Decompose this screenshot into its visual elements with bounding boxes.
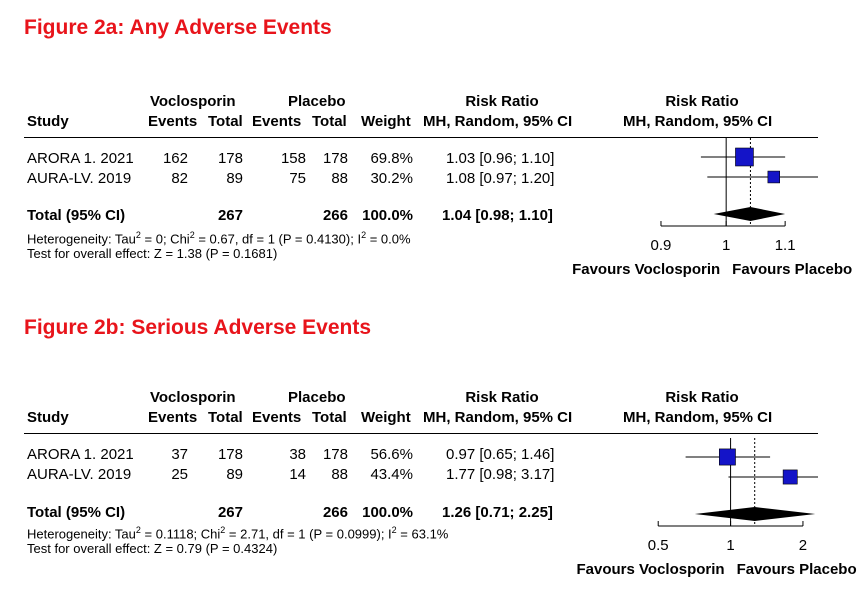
total-total-1: 267 [217,504,243,521]
header-events-1: Events [148,409,198,426]
study-weight: 56.6% [370,446,413,463]
forest-plot [576,380,857,590]
figure-title: Figure 2b: Serious Adverse Events [24,316,372,339]
study-total-1: 89 [226,170,243,187]
study-marker [783,470,797,484]
study-total-2: 88 [331,170,348,187]
header-weight: Weight [361,113,411,130]
study-total-2: 178 [322,446,348,463]
study-weight: 30.2% [370,170,413,187]
study-name: AURA-LV. 2019 [27,170,132,187]
header-total-1: Total [208,409,243,426]
total-label: Total (95% CI) [27,207,126,224]
header-total-2: Total [312,113,347,130]
study-events-1: 25 [171,466,188,483]
total-weight: 100.0% [362,504,413,521]
study-weight: 69.8% [370,150,413,167]
header-placebo: Placebo [288,389,346,406]
header-total-1: Total [208,113,243,130]
study-name: AURA-LV. 2019 [27,466,132,483]
study-events-2: 75 [289,170,306,187]
study-events-2: 14 [289,466,306,483]
header-weight: Weight [361,409,411,426]
header-voclosporin: Voclosporin [150,93,236,110]
study-total-1: 89 [226,466,243,483]
study-total-2: 88 [331,466,348,483]
header-study: Study [27,113,69,130]
study-ci: 1.03 [0.96; 1.10] [446,150,555,167]
favours-right-label: Favours Placebo [732,261,853,278]
figure-2b [0,300,860,600]
header-events-2: Events [252,409,302,426]
pooled-diamond [714,207,785,221]
heterogeneity-text: Heterogeneity: Tau$^2$ = 0.1118; Chi$^2$ = 2.71, df = 1 (P = 0.0999); $I^2 = 63.1\%$ [27,525,449,542]
header-plot-bottom: MH, Random, 95% CI [623,113,773,130]
study-events-1: 37 [171,446,188,463]
x-tick-label: 1 [721,237,731,254]
study-total-2: 178 [322,150,348,167]
x-tick-label: 1 [726,537,735,554]
study-events-2: 38 [289,446,306,463]
total-weight: 100.0% [362,207,413,224]
header-plot-bottom: MH, Random, 95% CI [623,409,773,426]
study-events-1: 162 [162,150,188,167]
total-label: Total (95% CI) [27,504,126,521]
x-tick-label: 1.1 [774,237,796,254]
study-name: ARORA 1. 2021 [27,150,134,167]
header-effect-top: Risk Ratio [465,389,539,406]
study-marker [719,449,735,465]
x-tick-label: 0.9 [650,237,672,254]
total-ci: 1.26 [0.71; 2.25] [442,504,553,521]
study-ci: 1.08 [0.97; 1.20] [446,170,555,187]
header-events-2: Events [252,113,302,130]
overall-effect-text: Test for overall effect: Z = 0.79 (P = 0.4324) [27,541,278,556]
heterogeneity-text: Heterogeneity: Tau$^2$ = 0; Chi$^2$ = 0.67, df = 1 (P = 0.4130); $I^2 = 0.0\%$ [27,230,411,247]
favours-right-label: Favours Placebo [736,561,857,578]
study-events-1: 82 [171,170,188,187]
header-effect-bottom: MH, Random, 95% CI [423,409,573,426]
total-total-2: 266 [322,504,348,521]
total-ci: 1.04 [0.98; 1.10] [442,207,553,224]
header-plot-top: Risk Ratio [665,93,739,110]
total-total-1: 267 [217,207,243,224]
x-tick-label: 0.5 [647,537,669,554]
header-plot-top: Risk Ratio [665,389,739,406]
header-study: Study [27,409,69,426]
header-effect-bottom: MH, Random, 95% CI [423,113,573,130]
study-name: ARORA 1. 2021 [27,446,134,463]
header-effect-top: Risk Ratio [465,93,539,110]
x-tick-label: 2 [798,537,808,554]
header-placebo: Placebo [288,93,346,110]
header-total-2: Total [312,409,347,426]
study-weight: 43.4% [370,466,413,483]
header-voclosporin: Voclosporin [150,389,236,406]
total-total-2: 266 [322,207,348,224]
study-marker [768,171,780,183]
favours-left-label: Favours Voclosporin [572,261,721,278]
pooled-diamond [695,507,815,521]
forest-plot [572,80,853,290]
figure-title: Figure 2a: Any Adverse Events [24,16,332,39]
study-marker [735,148,753,166]
overall-effect-text: Test for overall effect: Z = 1.38 (P = 0.1681) [27,246,278,261]
study-total-1: 178 [217,150,243,167]
header-events-1: Events [148,113,198,130]
study-ci: 1.77 [0.98; 3.17] [446,466,555,483]
favours-left-label: Favours Voclosporin [576,561,725,578]
study-ci: 0.97 [0.65; 1.46] [446,446,555,463]
study-events-2: 158 [280,150,306,167]
study-total-1: 178 [217,446,243,463]
